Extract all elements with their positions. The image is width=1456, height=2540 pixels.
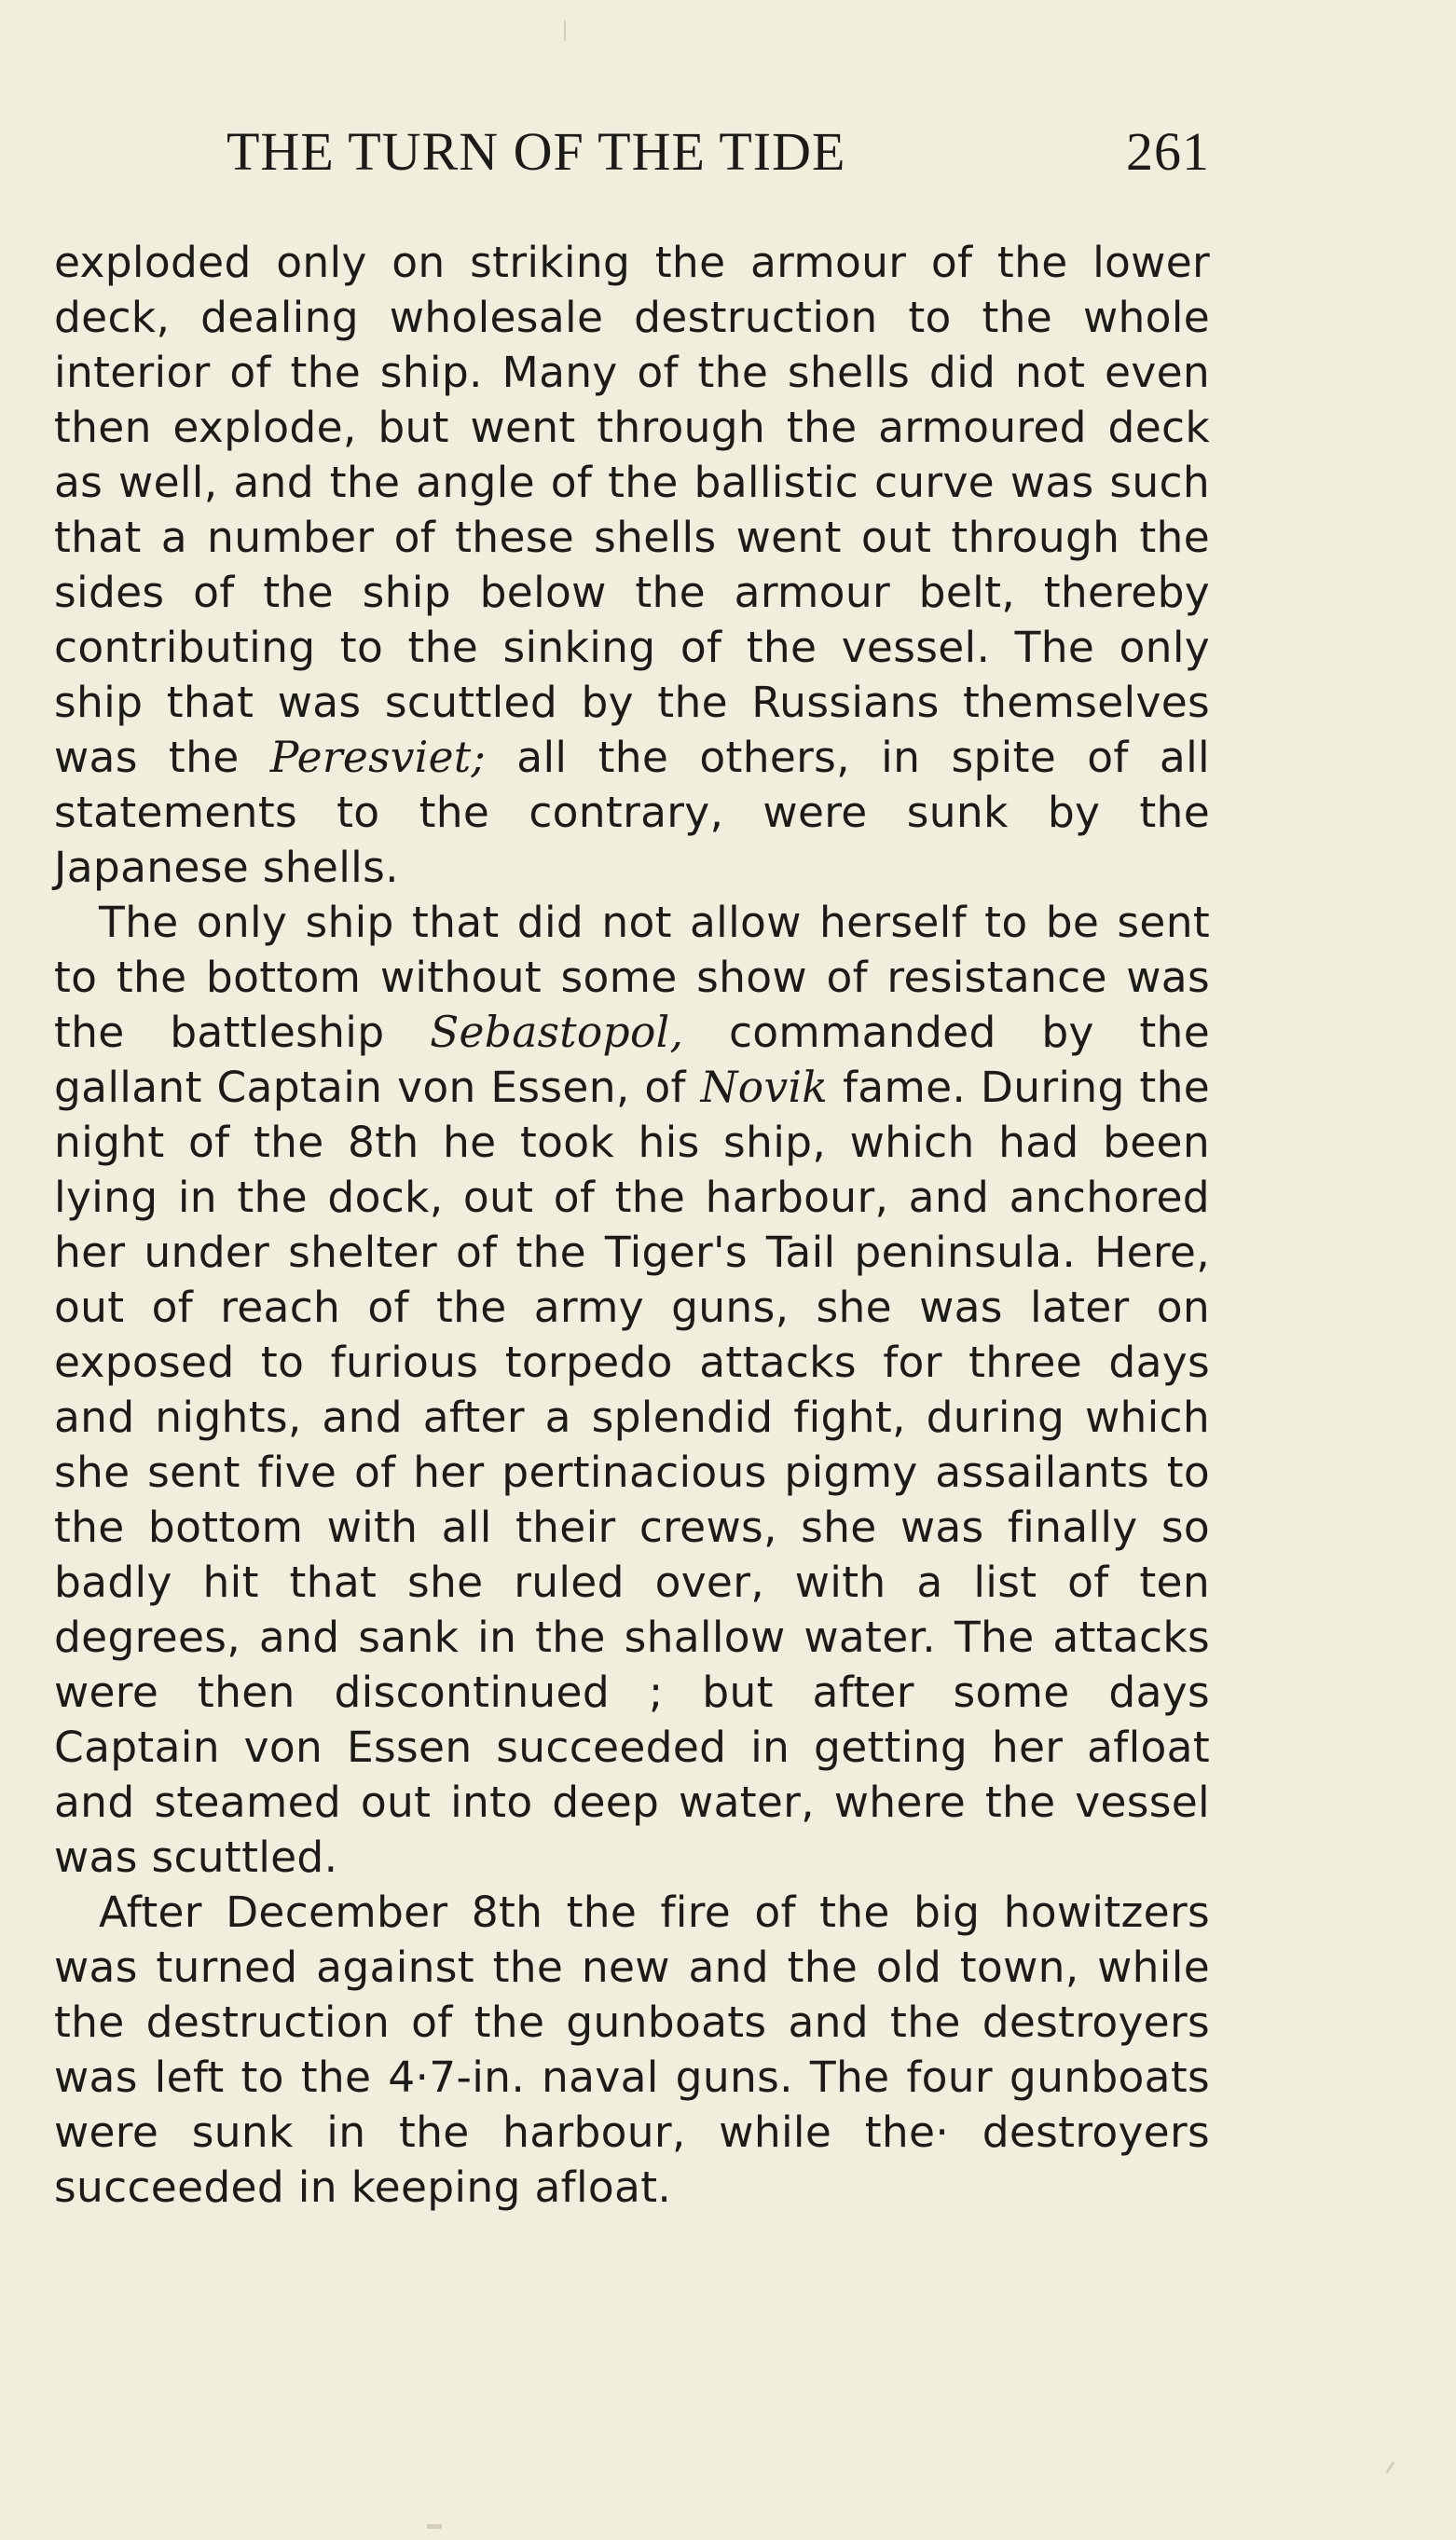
body-text (54, 235, 1210, 2215)
paragraph-3 (54, 1885, 1210, 2215)
paragraph-3-text: After December 8th the fire of the big howitzers was turned against the new and the old town, while the destruction of the gunboats and the destroyers was left to the 4·7-in. naval guns. The four gunboats were sunk in the harbour, while the· destroyers succeeded in keeping afloat. (54, 1888, 1210, 2212)
scan-speck-bottom (427, 2524, 442, 2529)
paragraph-2-text-b: commanded by the gallant Captain von Essen, of (54, 1008, 1210, 1112)
paragraph-1-text-b: all the others, in spite of all statements to the contrary, were sunk by the Japanese shells. (54, 733, 1210, 892)
paragraph-2-text-c: fame. During the night of the 8th he took his ship, which had been lying in the dock, out of the harbour, and anchored her under shelter of the Tiger's Tail peninsula. Here, out of reach of the army guns, she was later on exposed to furious torpedo attacks for three days and nights, and after a splendid fight, during which she sent five of her pertinacious pigmy assailants to the bottom with all their crews, she was finally so badly hit that she ruled over, with a list of ten degrees, and sank in the shallow water. The attacks were then discontinued ; but after some days Captain von Essen succeeded in getting her afloat and steamed out into deep water, where the vessel was scuttled. (54, 1063, 1211, 1882)
paragraph-1 (54, 235, 1210, 895)
paragraph-2-text-a: The only ship that did not allow herself to be sent to the bottom without some show of resistance was the battleship (54, 898, 1210, 1057)
page-number: 261 (1126, 121, 1210, 182)
paragraph-2 (54, 895, 1210, 1885)
ship-name-sebastopol: Sebastopol, (430, 1008, 684, 1057)
scan-speck-top (564, 21, 566, 41)
ship-name-novik: Novik (700, 1063, 829, 1112)
running-title: THE TURN OF THE TIDE (227, 121, 846, 182)
scan-speck-corner (1385, 2461, 1394, 2473)
page-header (54, 119, 1210, 185)
paragraph-1-text-a: exploded only on striking the armour of the lower deck, dealing wholesale destruction to the whole interior of the ship. Many of the shells did not even then explode, but went through the armoured deck as well, and the angle of the ballistic curve was such that a number of these shells went out through the sides of the ship below the armour belt, thereby contributing to the sinking of the vessel. The only ship that was scuttled by the Russians themselves was the (54, 238, 1210, 782)
ship-name-peresviet: Peresviet; (269, 733, 487, 782)
